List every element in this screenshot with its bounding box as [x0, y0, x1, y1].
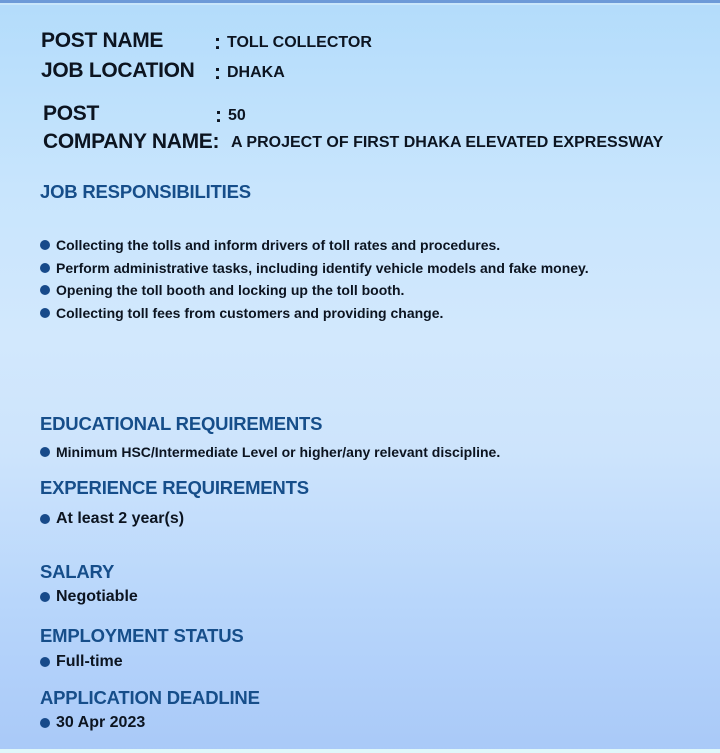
responsibility-item — [40, 260, 589, 276]
responsibility-text: Collecting toll fees from customers and providing change. — [56, 305, 444, 321]
responsibility-text: Perform administrative tasks, including identify vehicle models and fake money. — [56, 260, 589, 276]
education-text: Minimum HSC/Intermediate Level or higher/any relevant discipline. — [56, 444, 501, 460]
post-value: 50 — [228, 107, 246, 124]
responsibility-item — [40, 305, 443, 321]
employment-status-text: Full-time — [56, 653, 123, 670]
job-location-value: DHAKA — [227, 64, 285, 81]
company-name-label: COMPANY NAME: — [43, 130, 220, 153]
company-name-value: A PROJECT OF FIRST DHAKA ELEVATED EXPRESSWAY — [231, 134, 664, 151]
bullet-icon — [40, 240, 50, 250]
job-location-colon: : — [214, 61, 221, 84]
bullet-icon — [40, 514, 50, 524]
application-deadline-text: 30 Apr 2023 — [56, 714, 146, 731]
job-location-label: JOB LOCATION — [41, 59, 195, 82]
bullet-icon — [40, 447, 50, 457]
salary-title: SALARY — [40, 561, 115, 582]
bullet-icon — [40, 657, 50, 667]
employment-status-item — [40, 653, 123, 671]
post-colon: : — [215, 104, 222, 127]
education-item — [40, 444, 500, 460]
bullet-icon — [40, 263, 50, 273]
bullet-icon — [40, 592, 50, 602]
post-name-label: POST NAME — [41, 29, 164, 52]
responsibility-item — [40, 237, 500, 253]
bullet-icon — [40, 718, 50, 728]
experience-requirements-title: EXPERIENCE REQUIREMENTS — [40, 477, 309, 498]
salary-text: Negotiable — [56, 588, 138, 605]
experience-text: At least 2 year(s) — [56, 510, 185, 527]
job-responsibilities-title: JOB RESPONSIBILITIES — [40, 181, 251, 202]
application-deadline-title: APPLICATION DEADLINE — [40, 687, 260, 708]
responsibility-item — [40, 282, 404, 298]
top-border-highlight — [0, 3, 720, 5]
post-name-colon: : — [214, 31, 221, 54]
responsibility-text: Collecting the tolls and inform drivers of toll rates and procedures. — [56, 237, 501, 253]
bullet-icon — [40, 285, 50, 295]
employment-status-title: EMPLOYMENT STATUS — [40, 625, 244, 646]
bottom-border — [0, 749, 720, 753]
post-name-value: TOLL COLLECTOR — [227, 34, 372, 51]
salary-item — [40, 588, 138, 606]
post-label: POST — [43, 102, 99, 125]
experience-item — [40, 510, 184, 528]
educational-requirements-title: EDUCATIONAL REQUIREMENTS — [40, 413, 323, 434]
responsibility-text: Opening the toll booth and locking up the toll booth. — [56, 282, 405, 298]
bullet-icon — [40, 308, 50, 318]
application-deadline-item — [40, 714, 145, 732]
